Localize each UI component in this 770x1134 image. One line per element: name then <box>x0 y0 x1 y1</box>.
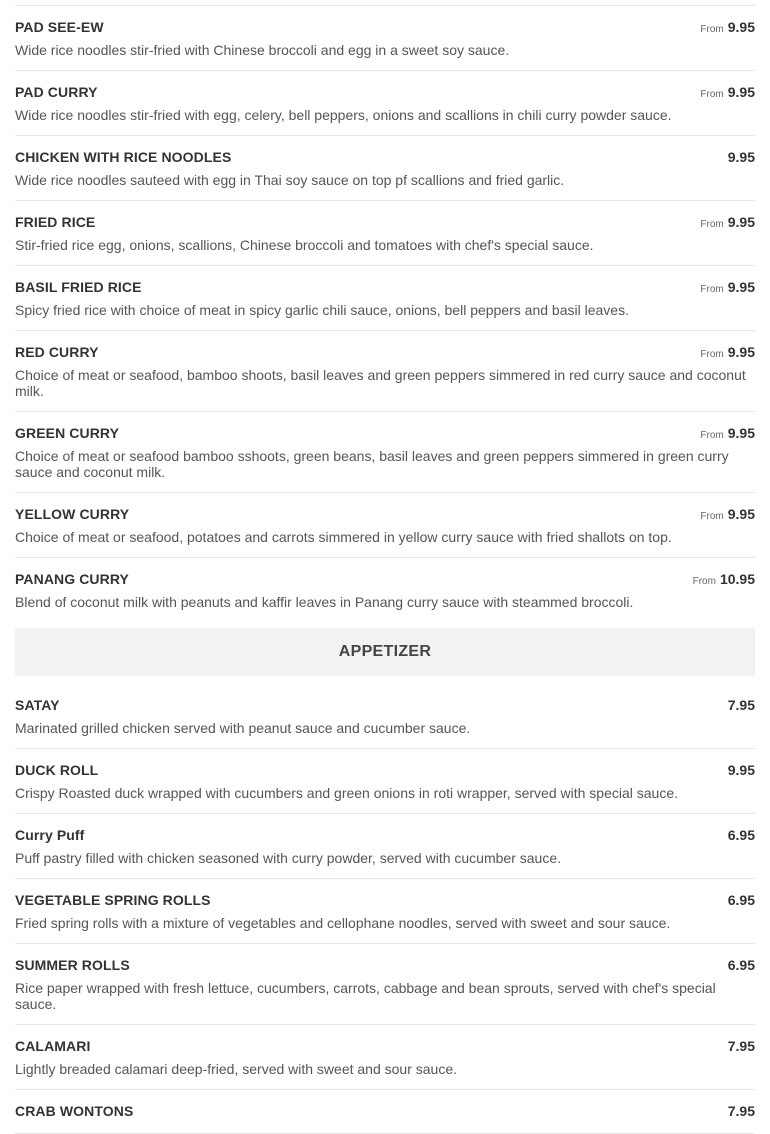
menu-item-price <box>728 1103 755 1119</box>
menu-item-basil-fried-rice[interactable] <box>15 266 755 331</box>
menu-item-duck-roll[interactable] <box>15 749 755 814</box>
menu-item-header <box>15 279 755 297</box>
menu-item-description: Stir-fried rice egg, onions, scallions, Chinese broccoli and tomatoes with chef's special sauce. <box>15 237 594 253</box>
menu-item-price <box>700 344 755 360</box>
price-value: 9.95 <box>727 344 755 360</box>
menu-item-name: DUCK ROLL <box>15 762 99 778</box>
price-value: 9.95 <box>727 214 755 230</box>
menu-item-curry-puff[interactable] <box>15 814 755 879</box>
price-value: 6.95 <box>727 892 755 908</box>
price-from-label: From <box>692 576 716 587</box>
menu-item-red-curry[interactable] <box>15 331 755 412</box>
price-from-label: From <box>700 219 724 230</box>
menu-item-name: CALAMARI <box>15 1038 91 1054</box>
menu-item-name: BASIL FRIED RICE <box>15 279 142 295</box>
menu-item-price <box>728 957 755 973</box>
menu-item-header <box>15 892 755 910</box>
price-value: 6.95 <box>727 827 755 843</box>
menu-sections <box>15 6 755 1134</box>
menu-item-price <box>700 425 755 441</box>
price-from-label: From <box>700 24 724 35</box>
menu-item-fried-rice[interactable] <box>15 201 755 266</box>
menu-item-chicken-with-rice-noodles[interactable] <box>15 136 755 201</box>
menu-item-header <box>15 214 755 232</box>
menu-item-name: FRIED RICE <box>15 214 96 230</box>
menu-item-green-curry[interactable] <box>15 412 755 493</box>
menu-item-pad-curry[interactable] <box>15 71 755 136</box>
menu-item-header <box>15 1103 755 1121</box>
price-value: 9.95 <box>727 506 755 522</box>
menu-item-name: RED CURRY <box>15 344 99 360</box>
menu-item-description: Choice of meat or seafood, potatoes and carrots simmered in yellow curry sauce with fried shallots on top. <box>15 529 672 545</box>
menu-item-price <box>700 84 755 100</box>
menu-item-name: Curry Puff <box>15 827 85 843</box>
price-value: 9.95 <box>727 84 755 100</box>
menu-item-name: PAD SEE-EW <box>15 19 104 35</box>
menu-item-name: CHICKEN WITH RICE NOODLES <box>15 149 232 165</box>
price-value: 7.95 <box>727 697 755 713</box>
menu-item-panang-curry[interactable] <box>15 558 755 622</box>
menu-item-header <box>15 697 755 715</box>
menu-item-description: Puff pastry filled with chicken seasoned with curry powder, served with cucumber sauce. <box>15 850 561 866</box>
menu-item-header <box>15 571 755 589</box>
menu-item-price <box>728 697 755 713</box>
menu-item-description: Blend of coconut milk with peanuts and kaffir leaves in Panang curry sauce with steammed broccoli. <box>15 594 634 610</box>
menu-item-description: Lightly breaded calamari deep-fried, served with sweet and sour sauce. <box>15 1061 458 1077</box>
menu-item-description: Choice of meat or seafood bamboo sshoots, green beans, basil leaves and green peppers simmered in green curry sauce and coconut milk. <box>15 448 729 480</box>
section-header-appetizer: APPETIZER <box>15 628 755 676</box>
menu-item-description: Choice of meat or seafood, bamboo shoots, basil leaves and green peppers simmered in red curry sauce and coconut milk. <box>15 367 746 399</box>
menu-item-header <box>15 827 755 845</box>
menu-item-price <box>700 19 755 35</box>
menu-item-name: CRAB WONTONS <box>15 1103 134 1119</box>
menu-item-name: VEGETABLE SPRING ROLLS <box>15 892 211 908</box>
menu-item-name: SUMMER ROLLS <box>15 957 130 973</box>
menu-item-header <box>15 957 755 975</box>
menu-item-price <box>728 762 755 778</box>
menu-item-calamari[interactable] <box>15 1025 755 1090</box>
menu-item-name: PANANG CURRY <box>15 571 129 587</box>
menu-item-description: Spicy fried rice with choice of meat in spicy garlic chili sauce, onions, bell peppers and basil leaves. <box>15 302 629 318</box>
price-value: 9.95 <box>727 425 755 441</box>
price-value: 9.95 <box>727 762 755 778</box>
menu-item-name: PAD CURRY <box>15 84 98 100</box>
menu-section <box>15 628 755 1134</box>
menu-item-name: SATAY <box>15 697 60 713</box>
menu-item-description: Crispy Roasted duck wrapped with cucumbers and green onions in roti wrapper, served with special sauce. <box>15 785 679 801</box>
menu-item-header <box>15 1038 755 1056</box>
menu-item-header <box>15 149 755 167</box>
menu-item-satay[interactable] <box>15 684 755 749</box>
menu-item-description: Wide rice noodles stir-fried with egg, celery, bell peppers, onions and scallions in chili curry powder sauce. <box>15 107 672 123</box>
menu-item-price <box>728 1038 755 1054</box>
price-from-label: From <box>700 89 724 100</box>
menu-item-summer-rolls[interactable] <box>15 944 755 1025</box>
menu-item-description: Wide rice noodles sauteed with egg in Thai soy sauce on top pf scallions and fried garlic. <box>15 172 565 188</box>
menu-item-description: Wide rice noodles stir-fried with Chinese broccoli and egg in a sweet soy sauce. <box>15 42 510 58</box>
menu-item-header <box>15 425 755 443</box>
menu-item-price <box>693 571 755 587</box>
price-value: 9.95 <box>727 149 755 165</box>
menu-item-price <box>700 279 755 295</box>
menu-item-vegetable-spring-rolls[interactable] <box>15 879 755 944</box>
menu-item-header <box>15 84 755 102</box>
menu-item-price <box>728 149 755 165</box>
menu-item-name: GREEN CURRY <box>15 425 120 441</box>
menu-item-yellow-curry[interactable] <box>15 493 755 558</box>
menu-item-header <box>15 762 755 780</box>
menu-item-header <box>15 19 755 37</box>
price-from-label: From <box>700 349 724 360</box>
price-value: 6.95 <box>727 957 755 973</box>
menu-item-header <box>15 506 755 524</box>
price-value: 7.95 <box>727 1103 755 1119</box>
menu-item-description: Marinated grilled chicken served with peanut sauce and cucumber sauce. <box>15 720 471 736</box>
price-value: 10.95 <box>719 571 755 587</box>
menu-list <box>15 0 755 1134</box>
menu-item-pad-see-ew[interactable] <box>15 6 755 71</box>
menu-item-price <box>728 827 755 843</box>
price-value: 9.95 <box>727 279 755 295</box>
menu-item-price <box>728 892 755 908</box>
menu-item-name: YELLOW CURRY <box>15 506 130 522</box>
menu-item-crab-wontons[interactable] <box>15 1090 755 1134</box>
menu-section <box>15 6 755 622</box>
price-from-label: From <box>700 511 724 522</box>
price-from-label: From <box>700 430 724 441</box>
price-value: 9.95 <box>727 19 755 35</box>
menu-item-description: Fried spring rolls with a mixture of vegetables and cellophane noodles, served with sweet and sour sauce. <box>15 915 671 931</box>
price-from-label: From <box>700 284 724 295</box>
menu-item-price <box>700 214 755 230</box>
price-value: 7.95 <box>727 1038 755 1054</box>
menu-item-price <box>700 506 755 522</box>
menu-item-header <box>15 344 755 362</box>
menu-item-description: Rice paper wrapped with fresh lettuce, cucumbers, carrots, cabbage and bean sprouts, served with chef's special sauce. <box>15 980 716 1012</box>
